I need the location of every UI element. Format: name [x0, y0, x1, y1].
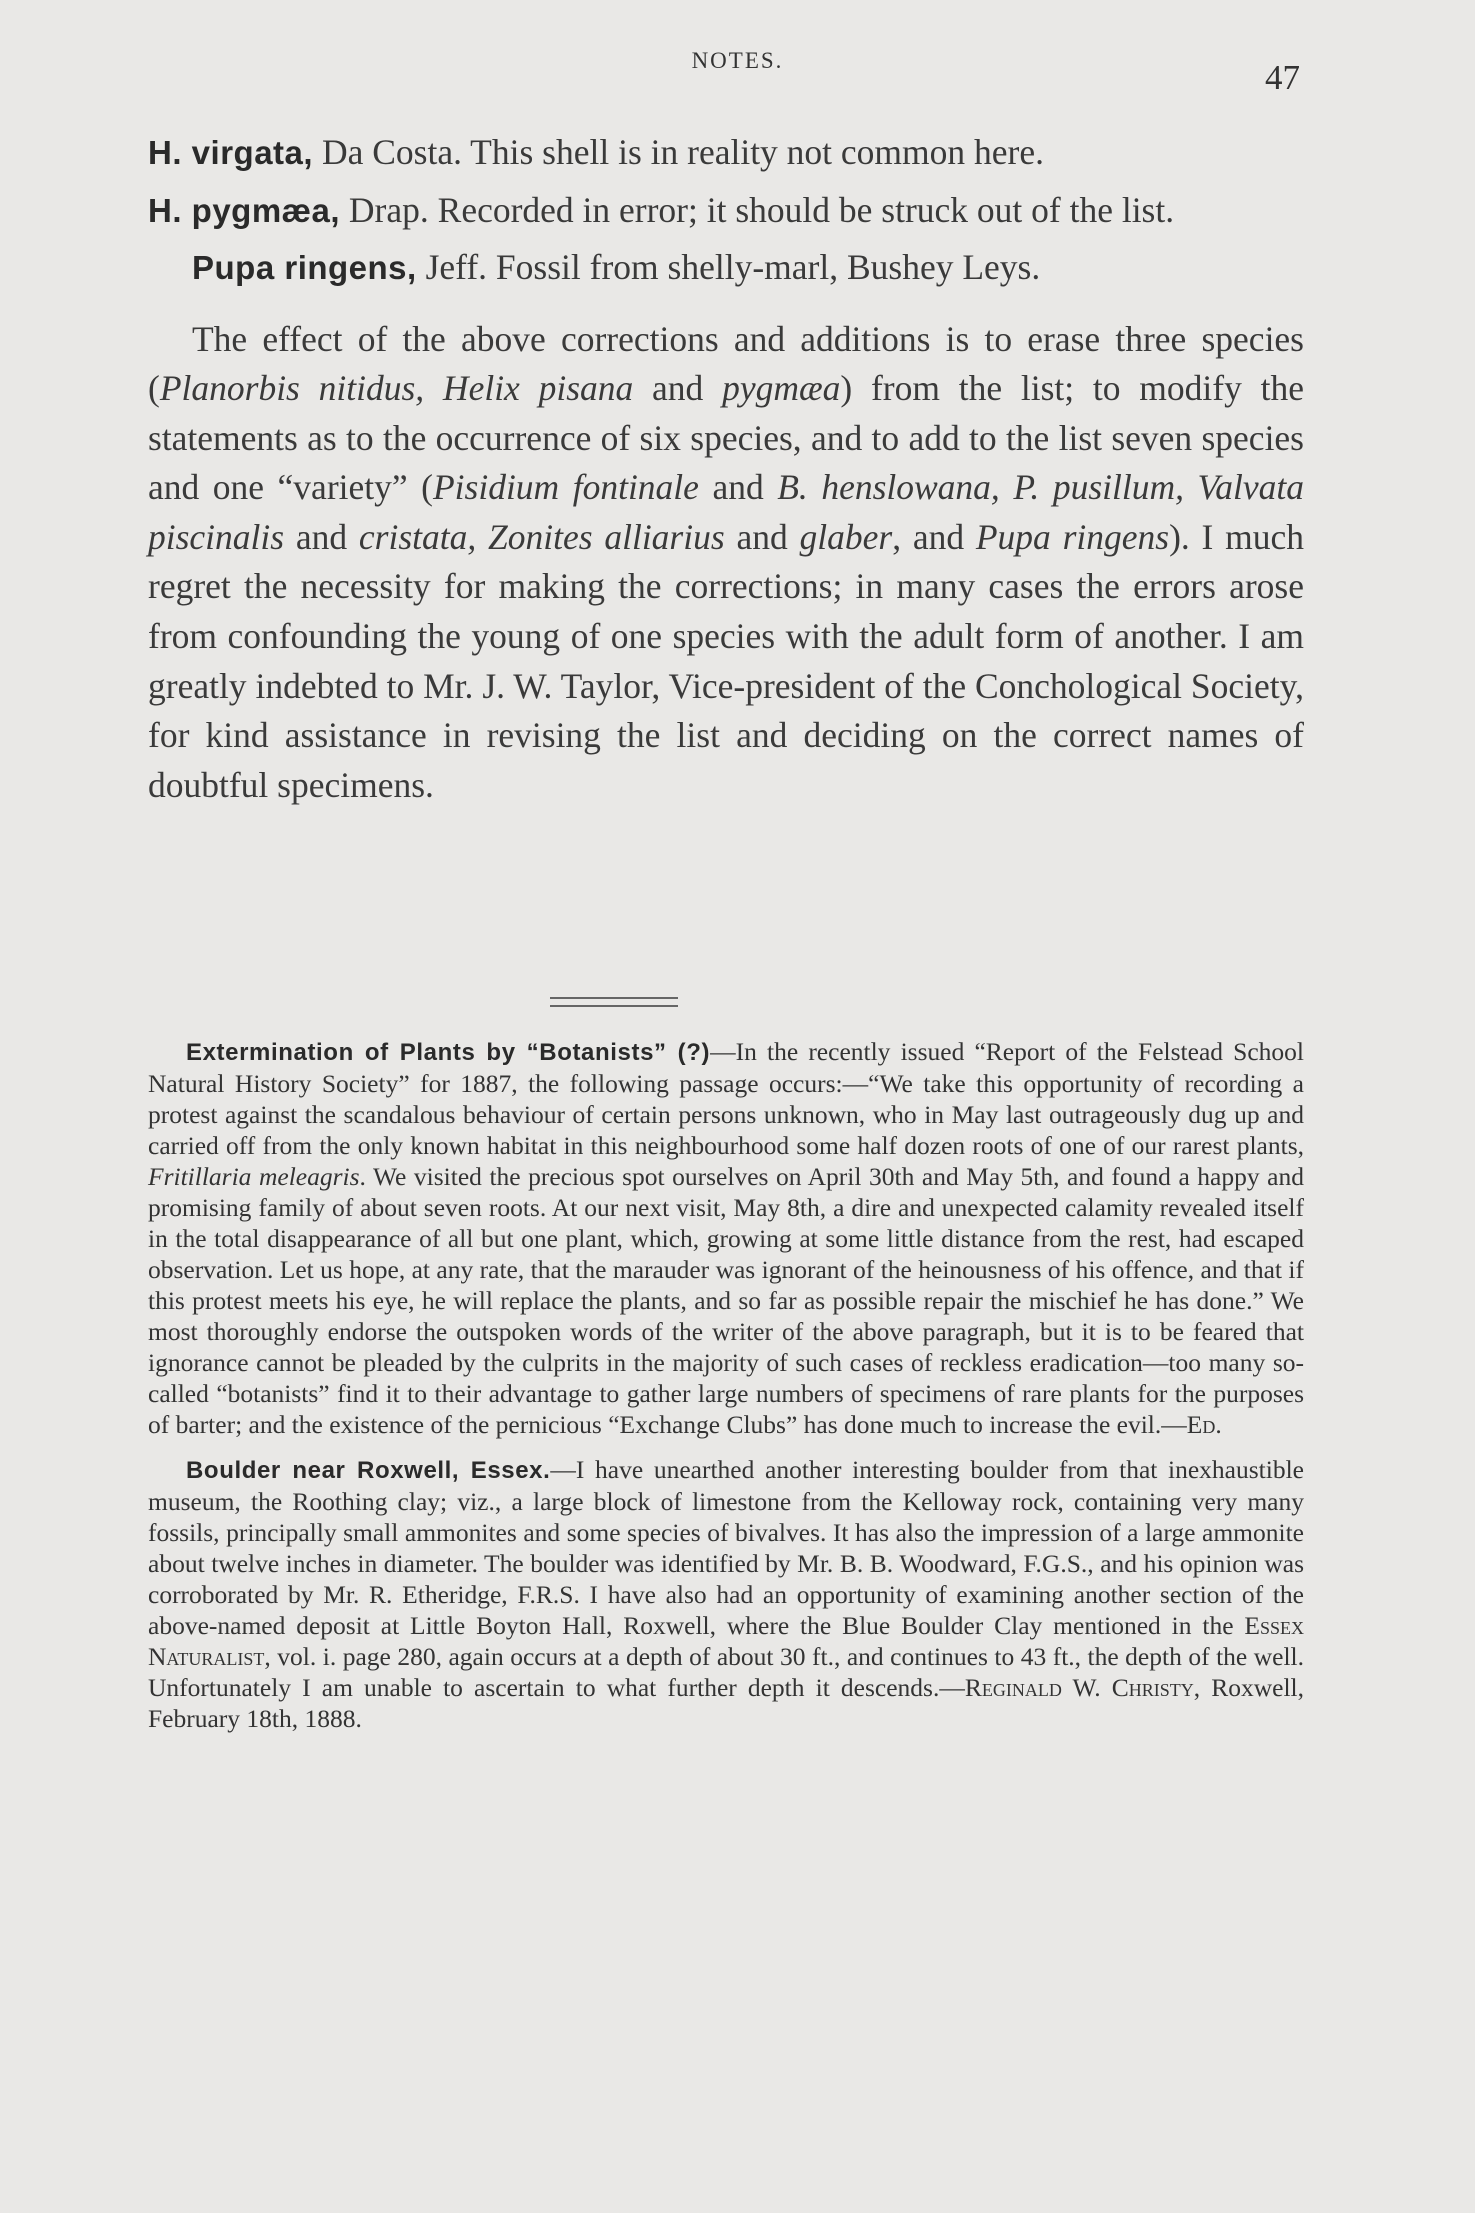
italic-species: cristata, Zonites alliarius: [358, 516, 725, 557]
text-run: —I have unearthed another interesting boulder from that inexhaustible museum, the Roothing clay; viz., a large block of limestone from the Kelloway rock, containing very many fossils, principally small ammonites and some species of bivalves. It has also the impression of a large ammonite about twelve inches in diameter. The boulder was identified by Mr. B. B. Woodward, F.G.S., and his opinion was corroborated by Mr. R. Etheridge, F.R.S. I have also had an opportunity of examining another section of the above-named deposit at Little Boyton Hall, Roxwell, where the Blue Boulder Clay mentioned in the: [148, 1455, 1304, 1640]
editor-signature: Ed.: [1186, 1410, 1222, 1439]
running-title: NOTES.: [691, 48, 784, 73]
italic-species: glaber: [799, 516, 893, 557]
italic-species: Pisidium fontinale: [432, 467, 699, 508]
species-list: [148, 128, 1304, 810]
text-run: and: [633, 368, 723, 409]
species-entry: [148, 243, 1304, 293]
note-heading: Boulder near Roxwell, Essex.: [186, 1457, 551, 1484]
text-run: . We visited the precious spot ourselves on April 30th and May 5th, and found a happy and promising family of about seven roots. At our next visit, May 8th, a dire and unexpected calamity revealed itself in the total disappearance of all but one plant, which, growing at some little distance from the rest, had escaped observation. Let us hope, at any rate, that the marauder was ignorant of the heinousness of his offence, and that if this protest meets his eye, he will replace the plants, and so far as possible repair the mischief he has done.” We most thoroughly endorse the outspoken words of the writer of the above paragraph, but it is to be feared that ignorance cannot be pleaded by the culprits in the majority of such cases of reckless eradication—too many so-called “botanists” find it to their advantage to gather large numbers of specimens of rare plants for the purposes of barter; and the existence of the pernicious “Exchange Clubs” has done much to increase the evil.—: [148, 1162, 1304, 1439]
text-run: —In the recently issued “Report of the Felstead School Natural History Society” for 1887, the following passage occurs:—“We take this opportunity of recording a protest against the scandalous behaviour of certain persons unknown, who in May last outrageously dug up and carried off from the only known habitat in this neighbourhood some half dozen roots of one of our rarest plants,: [148, 1037, 1304, 1160]
text-run: , and: [892, 516, 976, 557]
italic-species: Pupa ringens: [975, 516, 1170, 557]
italic-species: Fritillaria meleagris: [148, 1162, 360, 1191]
text-run: and: [724, 516, 800, 557]
text-run: and: [284, 516, 359, 557]
section-divider: [550, 997, 678, 1007]
notes-section: [148, 1036, 1304, 1734]
text-run: , vol. i. page 280, again occurs at a depth of about 30 ft., and continues to 43 ft., the depth of the well. Unfortunately I am unable to ascertain to what further depth it descends.—: [148, 1642, 1304, 1702]
species-note: Drap. Recorded in error; it should be struck out of the list.: [340, 189, 1175, 230]
note-extermination: [148, 1036, 1304, 1440]
text-run: The effect of the above corrections and additions is to erase three species (: [148, 318, 1304, 409]
page-number: 47: [1265, 58, 1300, 97]
italic-species: pygmæa: [722, 368, 841, 409]
species-entry: [148, 128, 1304, 178]
text-run: and: [698, 467, 778, 508]
species-note: Da Costa. This shell is in reality not common here.: [313, 132, 1044, 172]
journal-title: Essex Naturalist: [148, 1611, 1304, 1671]
italic-species: B. henslowana, P. pusillum, Valvata piscinalis: [148, 467, 1304, 557]
author-signature: Reginald W. Christy: [964, 1673, 1194, 1702]
note-boulder: [148, 1454, 1304, 1734]
species-entry: [148, 186, 1304, 236]
text-run: , Roxwell, February 18th, 1888.: [148, 1673, 1304, 1733]
species-name: Pupa ringens,: [192, 249, 417, 286]
note-heading: Extermination of Plants by “Botanists” (?): [186, 1039, 711, 1066]
species-name: H. virgata,: [148, 134, 314, 171]
species-note: Jeff. Fossil from shelly-marl, Bushey Leys.: [416, 247, 1041, 287]
text-run: ). I much regret the necessity for making the corrections; in many cases the errors arose from confounding the young of one species with the adult form of another. I am greatly indebted to Mr. J. W. Taylor, Vice-president of the Conchological Society, for kind assistance in revising the list and deciding on the correct names of doubtful specimens.: [148, 516, 1305, 805]
corrections-paragraph: [148, 315, 1304, 811]
text-run: ) from the list; to modify the statements as to the occurrence of six species, and to add to the list seven species and one “variety” (: [148, 368, 1304, 508]
italic-species: Planorbis nitidus, Helix pisana: [159, 368, 634, 409]
species-name: H. pygmæa,: [148, 191, 341, 229]
